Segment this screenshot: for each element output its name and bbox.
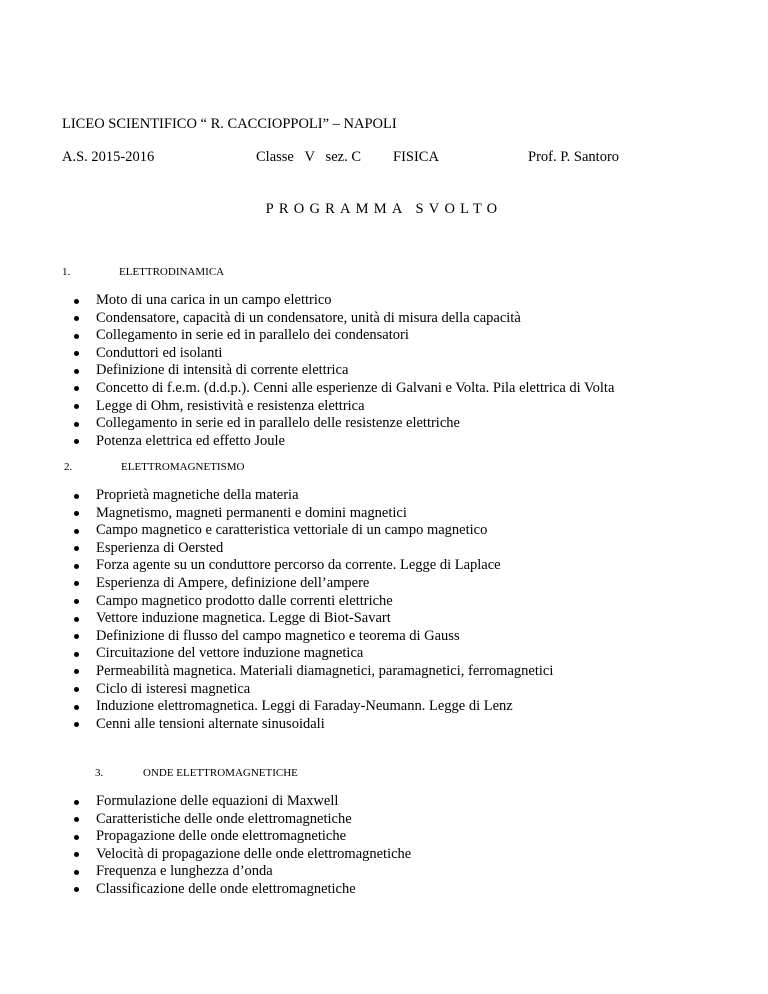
list-item: Cenni alle tensioni alternate sinusoidali [74,716,553,734]
list-item: Collegamento in serie ed in parallelo dei condensatori [74,327,614,345]
list-item: Classificazione delle onde elettromagnetiche [74,881,411,899]
list-item: Ciclo di isteresi magnetica [74,681,553,699]
section-title: ELETTRODINAMICA [119,266,225,278]
section-number: 1. [62,266,71,278]
list-item: Potenza elettrica ed effetto Joule [74,433,614,451]
teacher: Prof. P. Santoro [528,149,620,165]
section-number: 2. [64,461,73,473]
section-number: 3. [95,767,104,779]
list-item: Collegamento in serie ed in parallelo delle resistenze elettriche [74,415,614,433]
section-list-1 [74,292,614,450]
subject: FISICA [393,149,439,165]
list-item: Frequenza e lunghezza d’onda [74,863,411,881]
list-item: Propagazione delle onde elettromagnetiche [74,828,411,846]
list-item: Esperienza di Ampere, definizione dell’ampere [74,575,553,593]
list-item: Legge di Ohm, resistività e resistenza elettrica [74,398,614,416]
list-item: Velocità di propagazione delle onde elettromagnetiche [74,846,411,864]
list-item: Moto di una carica in un campo elettrico [74,292,614,310]
list-item: Caratteristiche delle onde elettromagnetiche [74,811,411,829]
list-item: Vettore induzione magnetica. Legge di Biot-Savart [74,610,553,628]
page-title: PROGRAMMA SVOLTO [265,201,503,217]
list-item: Circuitazione del vettore induzione magnetica [74,645,553,663]
list-item: Formulazione delle equazioni di Maxwell [74,793,411,811]
list-item: Concetto di f.e.m. (d.d.p.). Cenni alle esperienze di Galvani e Volta. Pila elettrica di Volta [74,380,614,398]
class-section: Classe V sez. C [256,149,361,165]
section-title: ONDE ELETTROMAGNETICHE [143,767,298,779]
list-item: Condensatore, capacità di un condensatore, unità di misura della capacità [74,310,614,328]
list-item: Conduttori ed isolanti [74,345,614,363]
list-item: Permeabilità magnetica. Materiali diamagnetici, paramagnetici, ferromagnetici [74,663,553,681]
list-item: Forza agente su un conduttore percorso da corrente. Legge di Laplace [74,557,553,575]
list-item: Campo magnetico e caratteristica vettoriale di un campo magnetico [74,522,553,540]
list-item: Definizione di flusso del campo magnetico e teorema di Gauss [74,628,553,646]
section-list-3 [74,793,411,899]
list-item: Proprietà magnetiche della materia [74,487,553,505]
section-title: ELETTROMAGNETISMO [121,461,245,473]
list-item: Magnetismo, magneti permanenti e domini magnetici [74,505,553,523]
list-item: Esperienza di Oersted [74,540,553,558]
list-item: Definizione di intensità di corrente elettrica [74,362,614,380]
school-name: LICEO SCIENTIFICO “ R. CACCIOPPOLI” – NAPOLI [62,116,397,132]
list-item: Campo magnetico prodotto dalle correnti elettriche [74,593,553,611]
section-list-2 [74,487,553,733]
school-year: A.S. 2015-2016 [62,149,155,165]
list-item: Induzione elettromagnetica. Leggi di Faraday-Neumann. Legge di Lenz [74,698,553,716]
